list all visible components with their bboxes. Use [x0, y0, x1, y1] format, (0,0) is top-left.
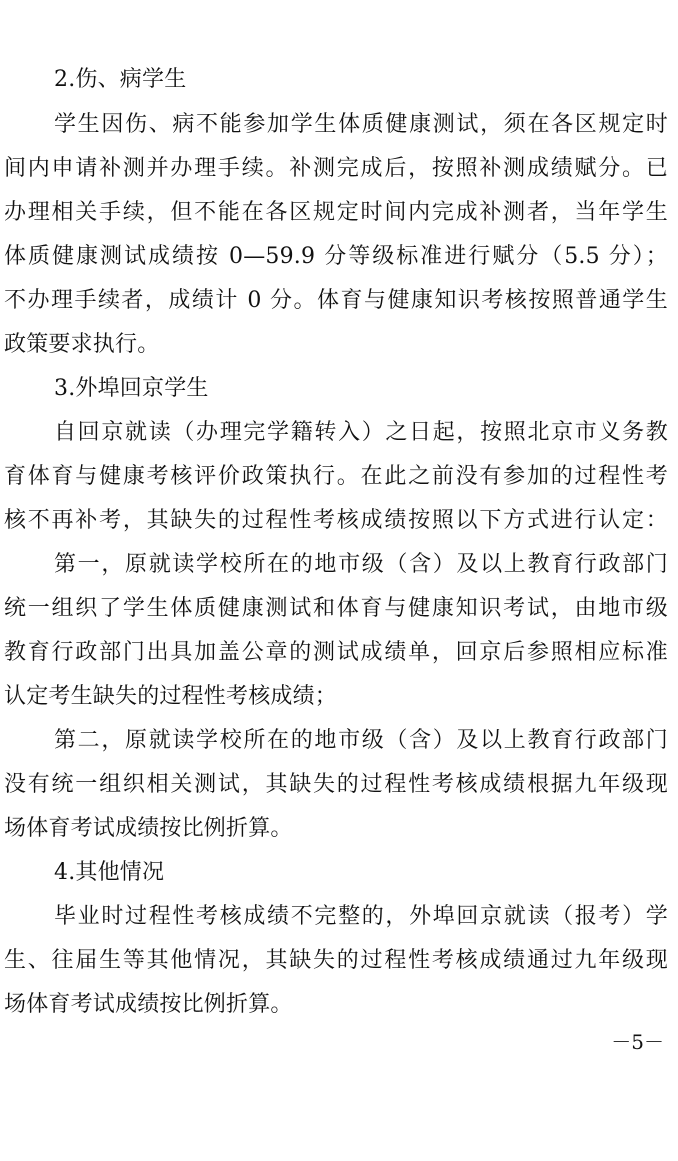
paragraph-line: 核不再补考，其缺失的过程性考核成绩按照以下方式进行认定： — [4, 508, 668, 533]
paragraph-line: 毕业时过程性考核成绩不完整的，外埠回京就读（报考）学 — [54, 904, 668, 929]
paragraph-line: 学生因伤、病不能参加学生体质健康测试，须在各区规定时 — [54, 112, 668, 137]
paragraph-line: 统一组织了学生体质健康测试和体育与健康知识考试，由地市级 — [4, 596, 668, 621]
paragraph-line: 教育行政部门出具加盖公章的测试成绩单，回京后参照相应标准 — [4, 640, 668, 665]
paragraph-line: 场体育考试成绩按比例折算。 — [4, 816, 293, 841]
paragraph-line: 不办理手续者，成绩计 0 分。体育与健康知识考核按照普通学生 — [4, 288, 668, 313]
paragraph-line: 第一，原就读学校所在的地市级（含）及以上教育行政部门 — [54, 552, 668, 577]
section-heading-other-cases: 4.其他情况 — [54, 860, 165, 885]
paragraph-line: 没有统一组织相关测试，其缺失的过程性考核成绩根据九年级现 — [4, 772, 668, 797]
section-heading-returning-students: 3.外埠回京学生 — [54, 376, 209, 401]
paragraph-line: 第二，原就读学校所在的地市级（含）及以上教育行政部门 — [54, 728, 668, 753]
paragraph-line: 体质健康测试成绩按 0—59.9 分等级标准进行赋分（5.5 分）； — [4, 244, 668, 269]
section-heading-injured-students: 2.伤、病学生 — [54, 67, 187, 92]
paragraph-line: 间内申请补测并办理手续。补测完成后，按照补测成绩赋分。已 — [4, 156, 668, 181]
paragraph-line: 政策要求执行。 — [4, 332, 160, 357]
paragraph-line: 认定考生缺失的过程性考核成绩； — [4, 684, 338, 709]
paragraph-line: 生、往届生等其他情况，其缺失的过程性考核成绩通过九年级现 — [4, 948, 668, 973]
paragraph-line: 场体育考试成绩按比例折算。 — [4, 992, 293, 1017]
page-number: －5－ — [611, 1030, 664, 1054]
paragraph-line: 育体育与健康考核评价政策执行。在此之前没有参加的过程性考 — [4, 464, 668, 489]
paragraph-line: 自回京就读（办理完学籍转入）之日起，按照北京市义务教 — [54, 420, 668, 445]
paragraph-line: 办理相关手续，但不能在各区规定时间内完成补测者，当年学生 — [4, 200, 668, 225]
